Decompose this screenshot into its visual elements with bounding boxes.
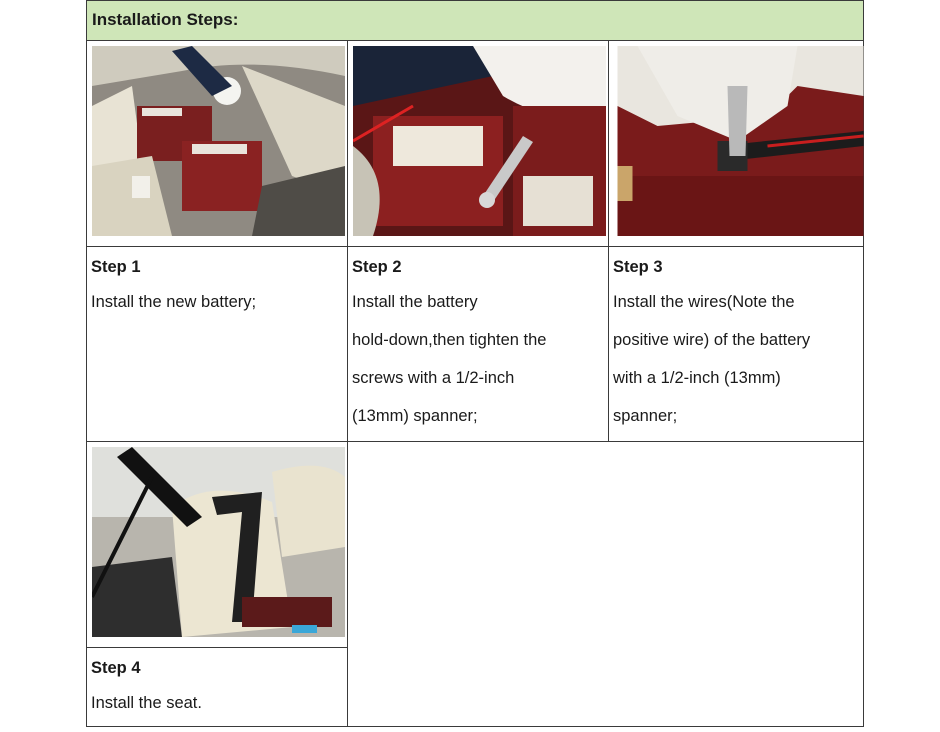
step-2-text-cell [348,247,609,442]
step-4-description [91,684,347,722]
header-title: Installation Steps: [92,10,239,29]
step-3-description [613,283,863,435]
installation-table [86,0,864,727]
step-2-label: Step 2 [352,258,402,276]
step-4-photo [92,447,345,637]
step-2-line: Install the battery [352,293,478,311]
step-2-description [352,283,608,435]
step-1-photo [92,46,345,236]
step-3-label: Step 3 [613,258,663,276]
installation-steps-document [86,0,862,727]
step-4-line: Install the seat. [91,694,202,712]
step-3-line: positive wire) of the battery [613,331,811,349]
step-2-image-cell [348,41,609,247]
step-3-image-cell [609,41,864,247]
step-1-description [91,283,347,321]
step-1-image-cell [87,41,348,247]
step-3-line: with a 1/2-inch (13mm) [613,369,781,387]
step-3-line: spanner; [613,407,678,425]
step-2-line: hold-down,then tighten the [352,331,547,349]
table-header [87,1,864,41]
step-4-image-cell [87,442,348,648]
step-1-label: Step 1 [91,258,141,276]
step-2-line: screws with a 1/2-inch [352,369,515,387]
step-1-text-cell [87,247,348,442]
step-3-photo [614,46,867,236]
step-3-line: Install the wires(Note the [613,293,795,311]
step-2-photo [353,46,606,236]
empty-cell [348,442,864,727]
step-4-text-cell [87,648,348,727]
step-2-line: (13mm) spanner; [352,407,478,425]
step-3-text-cell [609,247,864,442]
step-1-line: Install the new battery; [91,293,257,311]
step-4-label: Step 4 [91,659,141,677]
